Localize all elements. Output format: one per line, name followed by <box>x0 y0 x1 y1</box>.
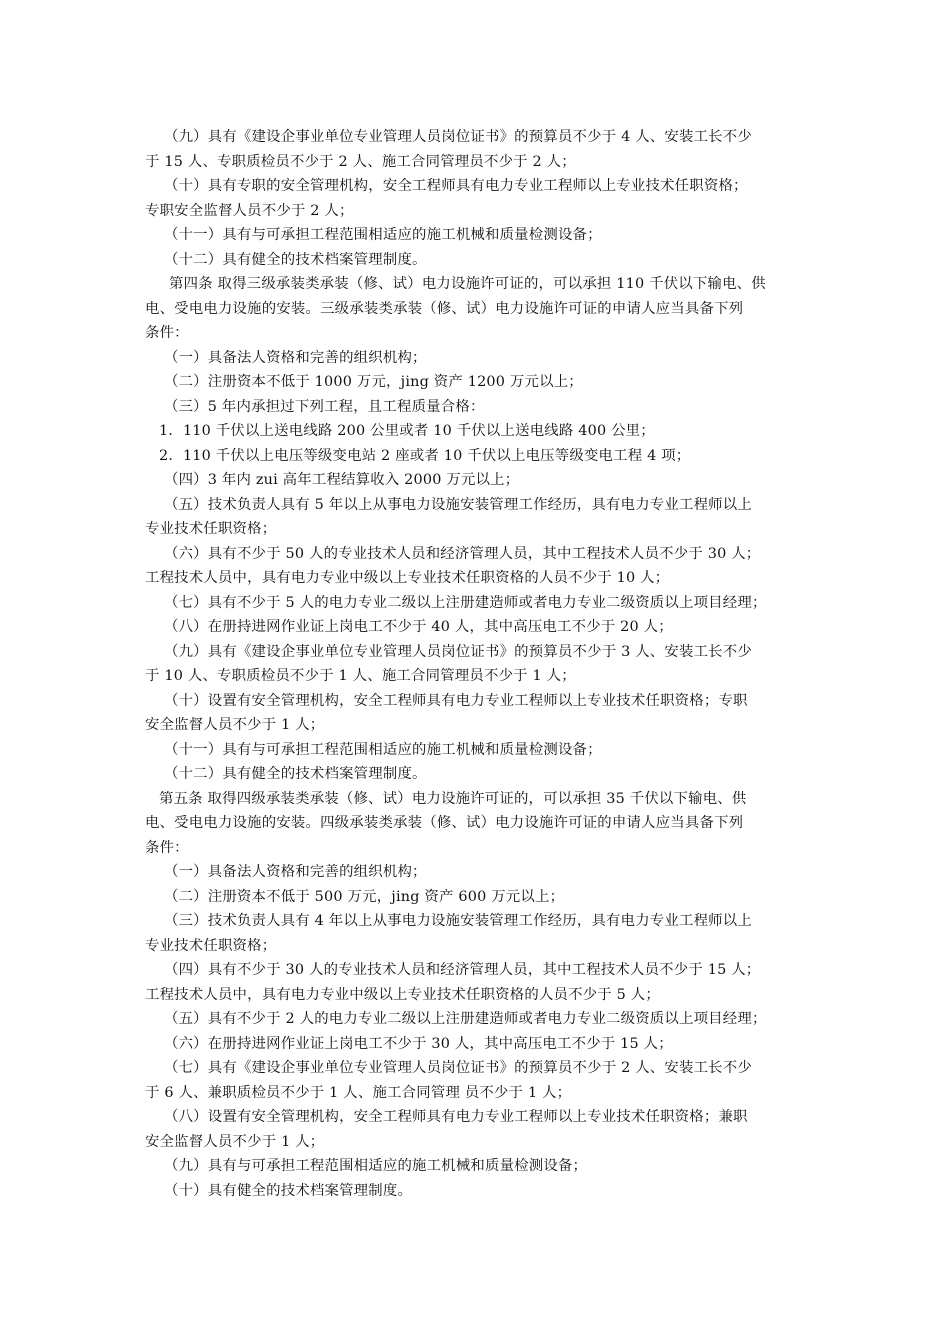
text-line: 于 10 人、专职质检员不少于 1 人、施工合同管理员不少于 1 人； <box>145 668 576 684</box>
text-line: （七）具有《建设企事业单位专业管理人员岗位证书》的预算员不少于 2 人、安装工长不少 <box>164 1060 752 1076</box>
text-line: 安全监督人员不少于 1 人； <box>145 717 325 733</box>
text-line: （十）具有健全的技术档案管理制度。 <box>164 1182 413 1199</box>
text-line: （四）具有不少于 30 人的专业技术人员和经济管理人员，其中工程技术人员不少于 15 人； <box>164 962 761 978</box>
text-line: 专职安全监督人员不少于 2 人； <box>145 202 354 219</box>
text-line: （九）具有《建设企事业单位专业管理人员岗位证书》的预算员不少于 4 人、安装工长不少 <box>164 129 752 145</box>
text-line: 工程技术人员中，具有电力专业中级以上专业技术任职资格的人员不少于 10 人； <box>145 570 670 586</box>
text-line: （九）具有与可承担工程范围相适应的施工机械和质量检测设备； <box>164 1158 588 1174</box>
text-line: 1．110 千伏以上送电线路 200 公里或者 10 千伏以上送电线路 400 公里； <box>159 423 655 439</box>
text-line: （十二）具有健全的技术档案管理制度。 <box>164 766 427 782</box>
text-line: 安全监督人员不少于 1 人； <box>145 1133 325 1150</box>
text-line: 专业技术任职资格； <box>145 521 277 537</box>
text-line: （十二）具有健全的技术档案管理制度。 <box>164 251 427 268</box>
text-line: （二）注册资本不低于 500 万元，jing 资产 600 万元以上； <box>164 888 565 905</box>
article-heading: 第四条 取得三级承装类承装（修、试）电力设施许可证的，可以承担 110 千伏以下输电、供 <box>169 276 766 292</box>
text-line: 于 6 人、兼职质检员不少于 1 人、施工合同管理 员不少于 1 人； <box>145 1084 572 1101</box>
text-line: 于 15 人、专职质检员不少于 2 人、施工合同管理员不少于 2 人； <box>145 153 576 170</box>
text-line: 工程技术人员中，具有电力专业中级以上专业技术任职资格的人员不少于 5 人； <box>145 986 660 1003</box>
text-line: 2．110 千伏以上电压等级变电站 2 座或者 10 千伏以上电压等级变电工程 4 项； <box>159 447 691 464</box>
article-heading: 第五条 取得四级承装类承装（修、试）电力设施许可证的，可以承担 35 千伏以下输电、供 <box>159 790 747 807</box>
text-line: 条件： <box>145 325 189 341</box>
text-line: （八）设置有安全管理机构，安全工程师具有电力专业工程师以上专业技术任职资格；兼职 <box>164 1109 748 1125</box>
text-line: （六）具有不少于 50 人的专业技术人员和经济管理人员，其中工程技术人员不少于 30 人； <box>164 545 761 562</box>
text-line: （七）具有不少于 5 人的电力专业二级以上注册建造师或者电力专业二级资质以上项目经理； <box>164 594 767 611</box>
text-line: 条件： <box>145 839 189 856</box>
text-line: （三）技术负责人具有 4 年以上从事电力设施安装管理工作经历，具有电力专业工程师以上 <box>164 913 752 929</box>
text-line: 电、受电电力设施的安装。三级承装类承装（修、试）电力设施许可证的申请人应当具备下列 <box>145 300 744 317</box>
text-line: （十一）具有与可承担工程范围相适应的施工机械和质量检测设备； <box>164 227 602 243</box>
text-line: （五）具有不少于 2 人的电力专业二级以上注册建造师或者电力专业二级资质以上项目经理； <box>164 1011 767 1027</box>
text-line: （一）具备法人资格和完善的组织机构； <box>164 349 427 366</box>
text-line: （三）5 年内承担过下列工程，且工程质量合格： <box>164 398 485 415</box>
text-line: （五）技术负责人具有 5 年以上从事电力设施安装管理工作经历，具有电力专业工程师以上 <box>164 496 752 513</box>
text-line: 专业技术任职资格； <box>145 937 277 954</box>
text-line: （二）注册资本不低于 1000 万元，jing 资产 1200 万元以上； <box>164 374 583 390</box>
text-line: （一）具备法人资格和完善的组织机构； <box>164 864 427 880</box>
text-line: （十）设置有安全管理机构，安全工程师具有电力专业工程师以上专业技术任职资格；专职 <box>164 692 748 709</box>
text-line: （十）具有专职的安全管理机构，安全工程师具有电力专业工程师以上专业技术任职资格； <box>164 178 748 194</box>
text-line: （十一）具有与可承担工程范围相适应的施工机械和质量检测设备； <box>164 741 602 758</box>
text-line: 电、受电电力设施的安装。四级承装类承装（修、试）电力设施许可证的申请人应当具备下列 <box>145 815 744 831</box>
text-line: （六）在册持进网作业证上岗电工不少于 30 人，其中高压电工不少于 15 人； <box>164 1035 673 1052</box>
text-line: （四）3 年内 zui 高年工程结算收入 2000 万元以上； <box>164 472 520 488</box>
text-line: （九）具有《建设企事业单位专业管理人员岗位证书》的预算员不少于 3 人、安装工长不少 <box>164 643 752 660</box>
text-line: （八）在册持进网作业证上岗电工不少于 40 人，其中高压电工不少于 20 人； <box>164 619 673 635</box>
document-body <box>145 125 810 1203</box>
